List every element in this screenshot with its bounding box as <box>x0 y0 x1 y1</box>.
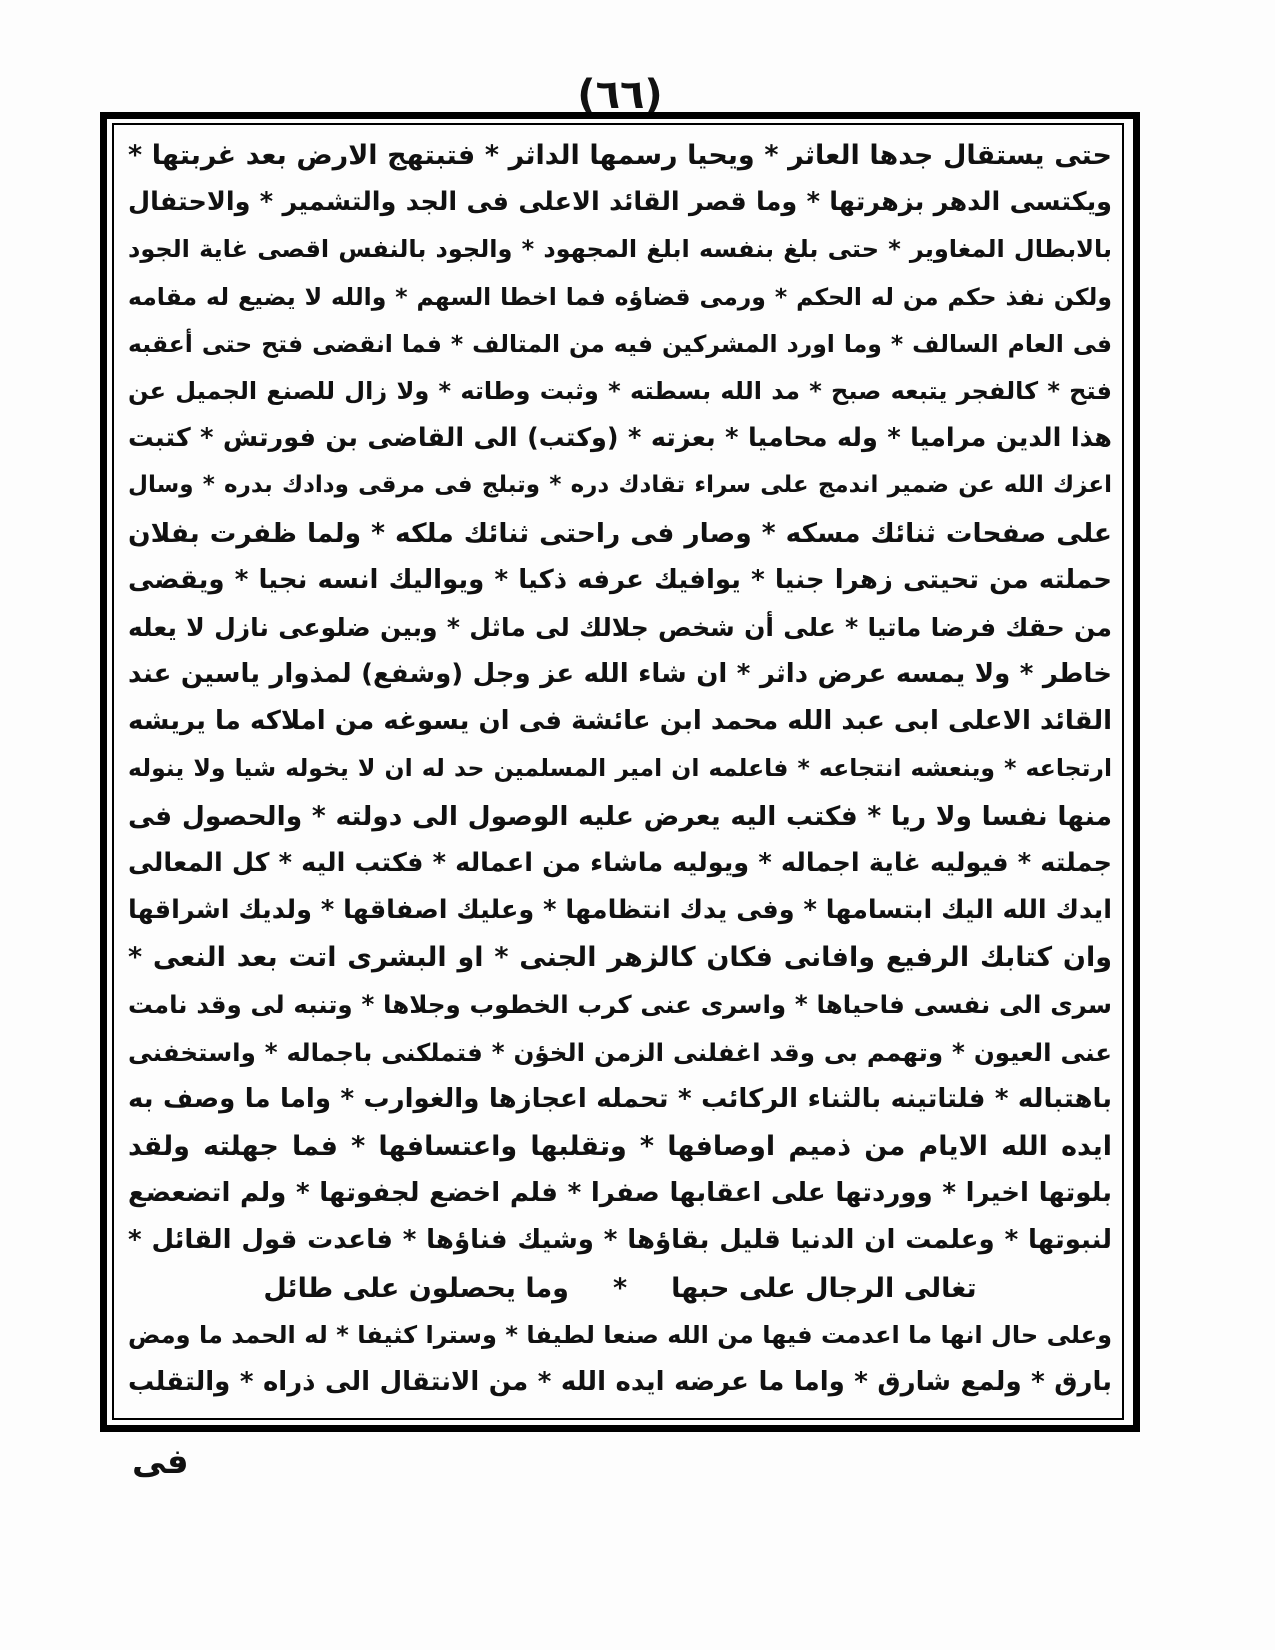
verse-second-hemistich: وما يحصلون على طائل <box>263 1272 569 1304</box>
text-line: بلوتها اخيرا * ووردتها على اعقابها صفرا * فلم اخضع لجفوتها * ولم اتضعضع <box>128 1178 1112 1209</box>
text-line: حملته من تحيتى زهرا جنيا * يوافيك عرفه ذكيا * ويواليك انسه نجيا * ويقضى <box>128 564 1112 595</box>
text-block <box>128 132 1112 1406</box>
text-line: بالابطال المغاوير * حتى بلغ بنفسه ابلغ المجهود * والجود بالنفس اقصى غاية الجود <box>128 235 1112 264</box>
text-line: عنى العيون * وتهمم بى وقد اغفلنى الزمن الخؤن * فتملكنى باجماله * واستخفنى <box>128 1037 1112 1067</box>
verse-line <box>128 1265 1112 1312</box>
verse-separator: * <box>612 1272 628 1304</box>
text-line: ارتجاعه * وينعشه انتجاعه * فاعلمه ان امير المسلمين حد له ان لا يخوله شيا ولا ينوله <box>128 754 1112 783</box>
text-line: ويكتسى الدهر بزهرتها * وما قصر القائد الاعلى فى الجد والتشمير * والاحتفال <box>128 187 1112 218</box>
text-line: من حقك فرضا ماتيا * على أن شخص جلالك لى ماثل * وبين ضلوعى نازل لا يعله <box>128 612 1112 642</box>
text-line: ايدك الله اليك ابتسامها * وفى يدك انتظامها * وعليك اصفاقها * ولديك اشراقها <box>128 895 1112 925</box>
text-line: لنبوتها * وعلمت ان الدنيا قليل بقاؤها * وشيك فناؤها * فاعدت قول القائل * <box>128 1225 1112 1256</box>
verse-first-hemistich: تغالى الرجال على حبها <box>671 1272 977 1304</box>
text-line: ولكن نفذ حكم من له الحكم * ورمى قضاؤه فما اخطا السهم * والله لا يضيع له مقامه <box>128 282 1112 311</box>
text-line: ايده الله الايام من ذميم اوصافها * وتقلبها واعتسافها * فما جهلته ولقد <box>128 1130 1112 1162</box>
text-line: سرى الى نفسى فاحياها * واسرى عنى كرب الخطوب وجلاها * وتنبه لى وقد نامت <box>128 990 1112 1020</box>
text-line: منها نفسا ولا ريا * فكتب اليه يعرض عليه الوصول الى دولته * والحصول فى <box>128 800 1112 832</box>
text-line: فتح * كالفجر يتبعه صبح * مد الله بسطته * وثبت وطاته * ولا زال للصنع الجميل عن <box>128 376 1112 405</box>
text-line: جملته * فيوليه غاية اجماله * ويوليه ماشاء من اعماله * فكتب اليه * كل المعالى <box>128 847 1112 878</box>
text-line: فى العام السالف * وما اورد المشركين فيه من المتالف * فما انقضى فتح حتى أعقبه <box>128 329 1112 358</box>
text-line: القائد الاعلى ابى عبد الله محمد ابن عائشة فى ان يسوغه من املاكه ما يريشه <box>128 706 1112 737</box>
text-line: بارق * ولمع شارق * واما ما عرضه ايده الله * من الانتقال الى ذراه * والتقلب <box>128 1366 1112 1397</box>
text-line: باهتباله * فلتاتينه بالثناء الركائب * تحمله اعجازها والغوارب * واما ما وصف به <box>128 1083 1112 1114</box>
catchword: فى <box>132 1442 189 1482</box>
text-line: اعزك الله عن ضمير اندمج على سراء تقادك دره * وتبلج فى مرقى ودادك بدره * وسال <box>128 472 1112 499</box>
text-line: وان كتابك الرفيع وافانى فكان كالزهر الجنى * او البشرى اتت بعد النعى * <box>128 942 1112 974</box>
text-line: حتى يستقال جدها العاثر * ويحيا رسمها الداثر * فتبتهج الارض بعد غربتها * <box>128 140 1112 171</box>
page-number: (٦٦) <box>577 72 663 118</box>
text-line: وعلى حال انها ما اعدمت فيها من الله صنعا لطيفا * وسترا كثيفا * له الحمد ما ومض <box>128 1320 1112 1349</box>
text-line: هذا الدين مراميا * وله محاميا * بعزته * (وكتب) الى القاضى بن فورتش * كتبت <box>128 423 1112 454</box>
text-line: خاطر * ولا يمسه عرض داثر * ان شاء الله عز وجل (وشفع) لمذوار ياسين عند <box>128 659 1112 690</box>
text-line: على صفحات ثنائك مسكه * وصار فى راحتى ثنائك ملكه * ولما ظفرت بفلان <box>128 517 1112 549</box>
